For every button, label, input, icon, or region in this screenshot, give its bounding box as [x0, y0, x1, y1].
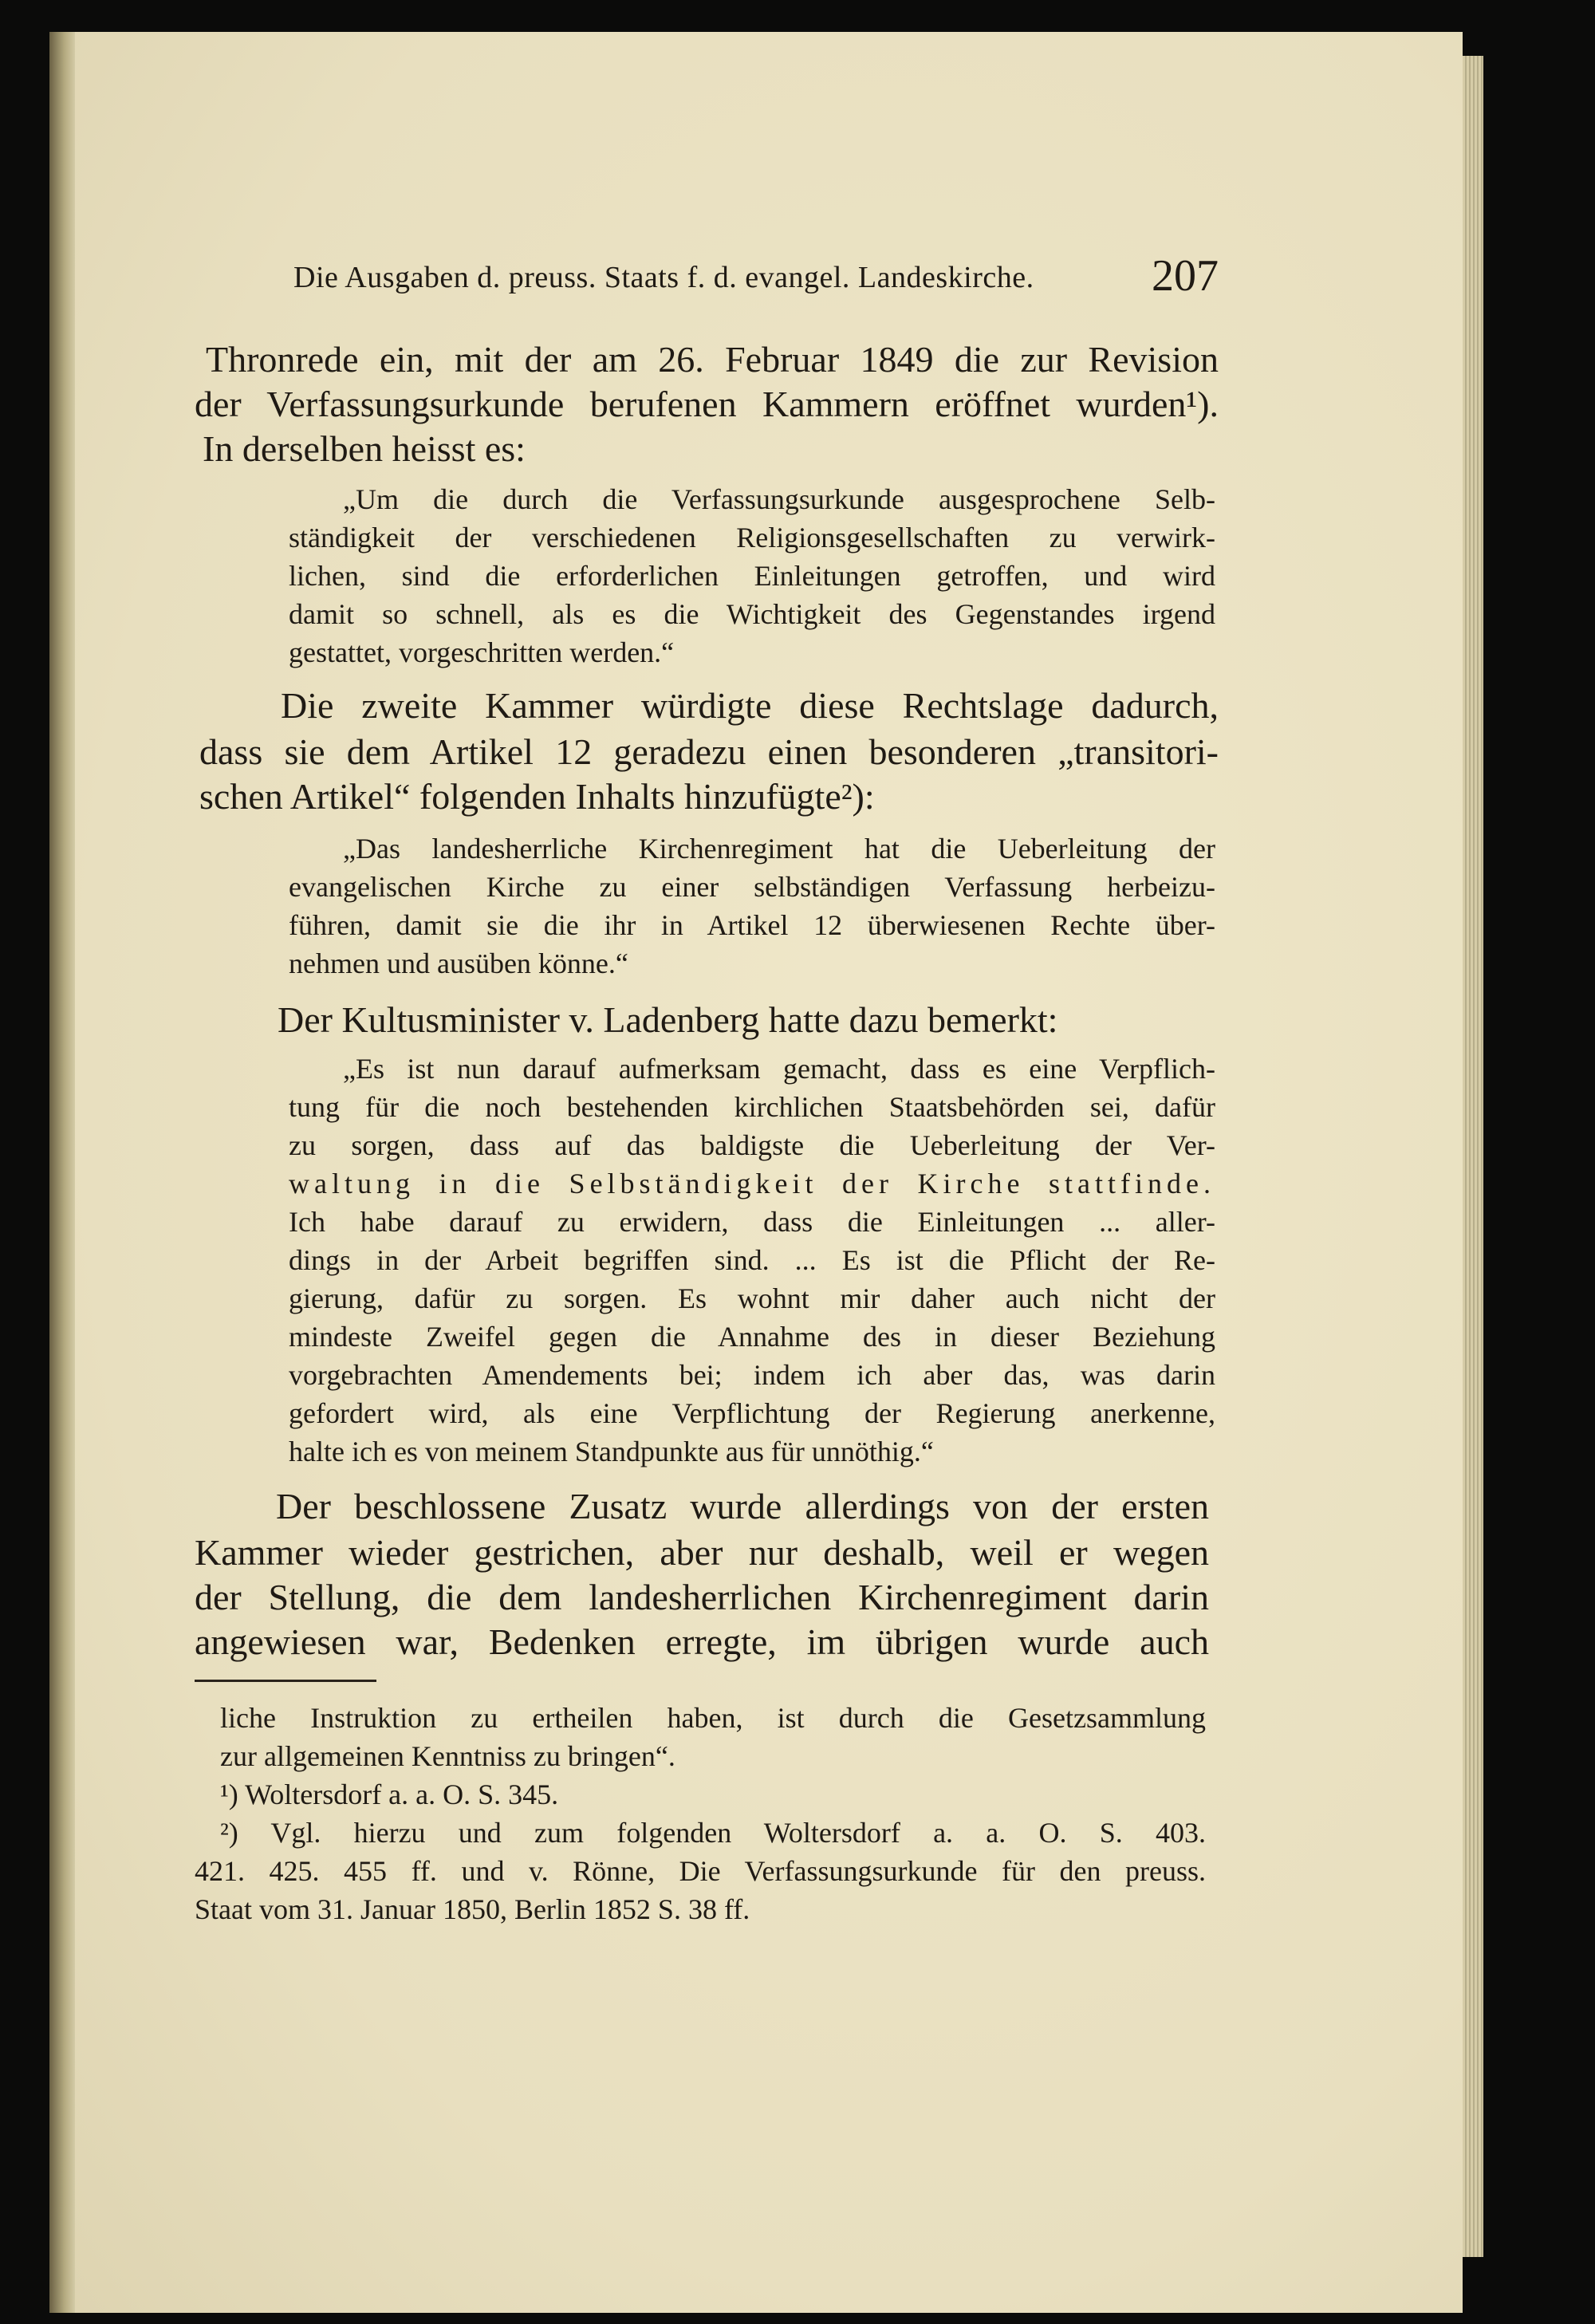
page-edge-stack [1463, 56, 1483, 2257]
quote-line: halte ich es von meinem Standpunkte aus für unnöthig.“ [289, 1436, 934, 1467]
quote-line: damit so schnell, als es die Wichtigkeit des Gegenstandes irgend [289, 598, 1215, 630]
quote-line: lichen, sind die erforderlichen Einleitungen getroffen, und wird [289, 560, 1215, 592]
quote-line: gestattet, vorgeschritten werden.“ [289, 636, 675, 668]
body-text-line: Der beschlossene Zusatz wurde allerdings von der ersten [276, 1486, 1209, 1526]
footnote-line: liche Instruktion zu ertheilen haben, ist durch die Gesetzsammlung [220, 1702, 1206, 1734]
book-spine-shadow [49, 32, 77, 2313]
quote-line: Ich habe darauf zu erwidern, dass die Einleitungen ... aller- [289, 1206, 1215, 1238]
quote-line: gierung, dafür zu sorgen. Es wohnt mir daher auch nicht der [289, 1282, 1215, 1314]
quote-line: tung für die noch bestehenden kirchlichen Staatsbehörden sei, dafür [289, 1091, 1215, 1123]
running-head: Die Ausgaben d. preuss. Staats f. d. evangel. Landeskirche. [293, 261, 1034, 294]
quote-line: vorgebrachten Amendements bei; indem ich aber das, was darin [289, 1359, 1215, 1391]
quote-line: gefordert wird, als eine Verpflichtung der Regierung anerkenne, [289, 1397, 1215, 1429]
quote-line: waltung in die Selbständigkeit der Kirche stattfinde. [289, 1168, 1215, 1199]
quote-line: mindeste Zweifel gegen die Annahme des in dieser Beziehung [289, 1321, 1215, 1353]
footnote-line: Staat vom 31. Januar 1850, Berlin 1852 S. 38 ff. [195, 1893, 750, 1925]
page-number: 207 [1152, 251, 1219, 301]
body-text-line: In derselben heisst es: [203, 428, 526, 469]
body-text-line: Kammer wieder gestrichen, aber nur deshalb, weil er wegen [195, 1532, 1209, 1573]
footnote-separator [195, 1680, 376, 1682]
quote-line: „Um die durch die Verfassungsurkunde ausgesprochene Selb- [343, 483, 1215, 515]
quote-line: „Das landesherrliche Kirchenregiment hat die Ueberleitung der [343, 833, 1215, 865]
quote-line: evangelischen Kirche zu einer selbständigen Verfassung herbeizu- [289, 871, 1215, 903]
footnote-line: 421. 425. 455 ff. und v. Rönne, Die Verfassungsurkunde für den preuss. [195, 1855, 1206, 1887]
body-text-line: der Verfassungsurkunde berufenen Kammern eröffnet wurden¹). [195, 384, 1219, 424]
body-text-line: Der Kultusminister v. Ladenberg hatte dazu bemerkt: [278, 999, 1058, 1040]
quote-line: nehmen und ausüben könne.“ [289, 947, 628, 979]
body-text-line: dass sie dem Artikel 12 geradezu einen besonderen „transitori- [199, 731, 1219, 772]
quote-line: „Es ist nun darauf aufmerksam gemacht, dass es eine Verpflich- [343, 1053, 1215, 1085]
page-header [293, 251, 1219, 305]
body-text-line: Die zweite Kammer würdigte diese Rechtslage dadurch, [281, 685, 1219, 726]
quote-line: führen, damit sie die ihr in Artikel 12 überwiesenen Rechte über- [289, 909, 1215, 941]
body-text-line: der Stellung, die dem landesherrlichen Kirchenregiment darin [195, 1577, 1209, 1617]
footnote-line: zur allgemeinen Kenntniss zu bringen“. [220, 1740, 675, 1772]
footnote-line: ²) Vgl. hierzu und zum folgenden Woltersdorf a. a. O. S. 403. [220, 1817, 1206, 1849]
body-text-line: angewiesen war, Bedenken erregte, im übrigen wurde auch [195, 1621, 1209, 1662]
body-text-line: schen Artikel“ folgenden Inhalts hinzufügte²): [199, 776, 875, 817]
quote-line: dings in der Arbeit begriffen sind. ... Es ist die Pflicht der Re- [289, 1244, 1215, 1276]
quote-line: ständigkeit der verschiedenen Religionsgesellschaften zu verwirk- [289, 522, 1215, 553]
quote-line: zu sorgen, dass auf das baldigste die Ueberleitung der Ver- [289, 1129, 1215, 1161]
body-text-line: Thronrede ein, mit der am 26. Februar 1849 die zur Revision [206, 339, 1219, 380]
footnote-line: ¹) Woltersdorf a. a. O. S. 345. [220, 1778, 559, 1810]
